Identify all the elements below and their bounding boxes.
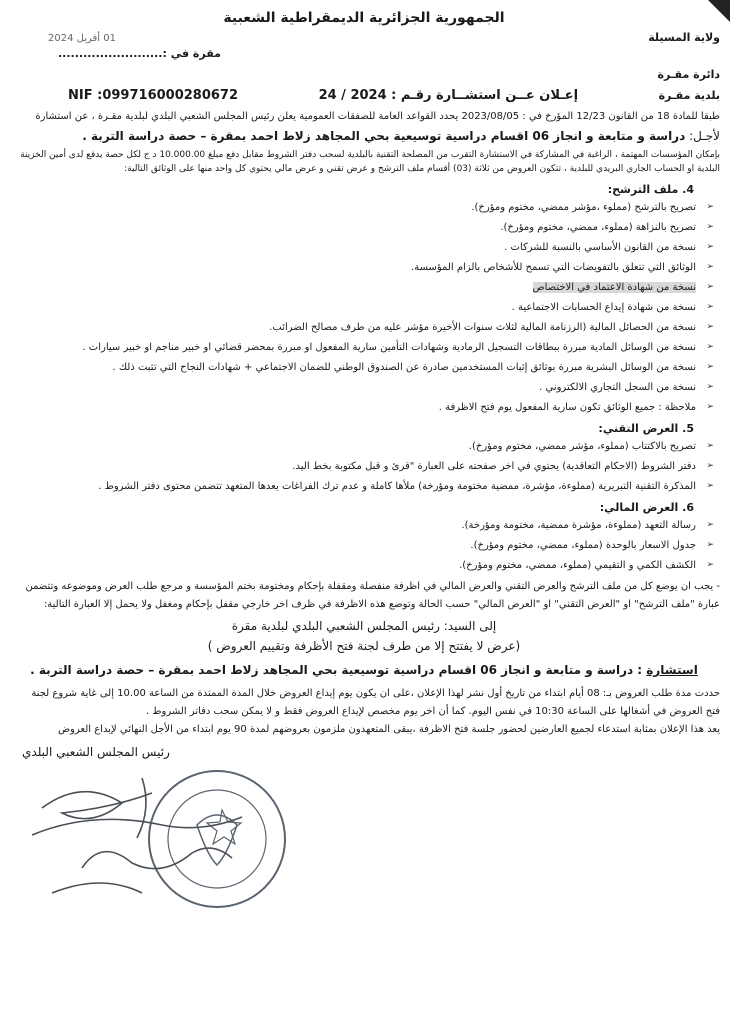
arrow-bullet-icon: ➢ xyxy=(706,282,714,292)
announcement xyxy=(319,88,578,103)
header-left-block xyxy=(8,31,221,61)
section4-list-item xyxy=(8,220,714,235)
announcement-number: 24 / 2024 xyxy=(318,88,387,103)
envelope-line-1: - يجب ان يوضع كل من ملف الترشح والعرض التقني والعرض المالي في اظرفة منفصلة ومقفلة بإحكام ومختومة بختم المؤسسة و مرجع طلب العرض وموضوعه وتتضمن xyxy=(25,581,720,592)
list-item-text: ملاحظة : جميع الوثائق تكون سارية المفعول يوم فتح الاظرفة . xyxy=(438,402,696,413)
arrow-bullet-icon: ➢ xyxy=(706,441,714,451)
handwritten-signature xyxy=(32,778,242,893)
envelope-address: إلى السيد: رئيس المجلس الشعبي البلدي لبلدية مقرة xyxy=(231,619,497,633)
for-label: لأجـل: xyxy=(689,129,720,143)
arrow-bullet-icon: ➢ xyxy=(706,262,714,272)
section4-list-item xyxy=(8,300,714,315)
list-item-text: نسخة من السجل التجاري الالكتروني . xyxy=(539,382,696,393)
arrow-bullet-icon: ➢ xyxy=(706,302,714,312)
arrow-bullet-icon: ➢ xyxy=(706,402,714,412)
consultation-subject: : دراسة و متابعة و انجاز 06 اقسام دراسية توسيعية بحي المجاهد زلاط احمد بمقرة – حصة دراسة التربة . xyxy=(30,663,643,677)
section6-list-item xyxy=(8,518,714,533)
intro-paragraph-2: البلدية او الحساب الجاري البريدي للبلدية ، تتكون العروض من ثلاثة (03) أقسام ملف الترشح و عرض تقني و عرض مالي يحتوي كل واحد منها على الوثائق التالية: xyxy=(124,164,720,174)
section4-list-item xyxy=(8,240,714,255)
stamp-and-signature xyxy=(22,763,322,913)
section4-list-item xyxy=(8,380,714,395)
section6-list-item xyxy=(8,558,714,573)
section6-list xyxy=(8,518,720,573)
signature-block xyxy=(8,743,720,913)
date-stamp: 01 أفريل 2024 xyxy=(48,33,116,44)
section4-list-item xyxy=(8,200,714,215)
list-item-text: تصريح بالترشح (مملوء ،مؤشر ممضي، مختوم ومؤرخ). xyxy=(471,202,696,213)
list-item-text: نسخة من الحصائل المالية (الرزنامة المالية لثلاث سنوات الأخيرة مؤشر عليه من طرف مصالح الضرائب. xyxy=(269,322,696,333)
daira: دائرة مقـرة xyxy=(657,68,720,81)
consultation-line xyxy=(8,660,720,680)
arrow-bullet-icon: ➢ xyxy=(706,202,714,212)
list-item-text: تصريح بالنزاهة (مملوء، ممضي، مختوم ومؤرخ). xyxy=(500,222,696,233)
consultation-label: استشارة xyxy=(646,663,698,677)
section5-list-item xyxy=(8,439,714,454)
arrow-bullet-icon: ➢ xyxy=(706,382,714,392)
header-row-1 xyxy=(8,30,720,61)
list-item-text: نسخة من الوسائل البشرية مبررة بوثائق إثبات المستخدمين صادرة عن الصندوق الوطني للضمان الاجتماعي + شهادات النجاح التي تثبت ذلك . xyxy=(112,362,696,373)
baladiya: بلدية مقـرة xyxy=(658,89,720,102)
envelope-line-2: عبارة "ملف الترشح" او "العرض التقني" او "العرض المالي" حسب الحالة وتوضع هذه الاظرفة في ظرف اخر خارجي مقفل بإحكام ومغفل ولا يحمل إلا العبارة التالية: xyxy=(43,599,720,610)
signatory-title: رئيس المجلس الشعبي البلدي xyxy=(22,745,170,759)
section4-list-item xyxy=(8,320,714,335)
list-item-text: نسخة من الوسائل المادية مبررة ببطاقات التسجيل الرمادية وشهادات التأمين سارية المفعول او مبررة بمحضر قضائي او خبير مناجم او خبير سيارات . xyxy=(82,342,696,353)
envelope-notice: (عرض لا يفتتح إلا من طرف لجنة فتح الأظرفة وتقييم العروض ) xyxy=(207,639,521,653)
arrow-bullet-icon: ➢ xyxy=(706,242,714,252)
arrow-bullet-icon: ➢ xyxy=(706,461,714,471)
intro-line: طبقا للمادة 18 من القانون 12/23 المؤرخ في : 2023/08/05 يحدد القواعد العامة للصفقات العمومية يعلن رئيس المجلس الشعبي البلدي لبلدية مقـرة ، عن استشارة xyxy=(35,111,720,122)
section4-heading: 4. ملف الترشح: xyxy=(607,183,694,196)
section5-list xyxy=(8,439,720,494)
section4-list-item xyxy=(8,280,714,295)
header-row-3 xyxy=(8,88,720,103)
arrow-bullet-icon: ➢ xyxy=(706,322,714,332)
section5-list-item xyxy=(8,479,714,494)
list-item-text: المذكرة التقنية التبريرية (مملوءة، مؤشرة، ممضية مختومة ومؤرخة) ملأها كاملة و عدم ترك الفراغات يعدها المتعهد تتضمن محتوى دفتر الشروط . xyxy=(98,481,696,492)
section4-list-item xyxy=(8,400,714,415)
list-item-text: جدول الاسعار بالوحدة (مملوء، ممضي، مختوم ومؤرخ). xyxy=(470,540,696,551)
intro-paragraph-1: بإمكان المؤسسات المهتمة ، الراغبة في المشاركة في الاستشارة التقرب من المصلحة التقنية بالبلدية لسحب دفتر الشروط مقابل دفع مبلغ 10.000.00 د ج لكل حصة يدفع لدى أمين الخزينة xyxy=(20,150,720,160)
section4-list-item xyxy=(8,360,714,375)
closing-line-1: حددت مدة طلب العروض بـ: 08 أيام ابتداء من تاريخ أول نشر لهذا الإعلان ،على ان يكون يوم إيداع العروض خلال المدة الممتدة من الساعة 10.00 إلى غاية شروع لجنة xyxy=(31,688,720,699)
arrow-bullet-icon: ➢ xyxy=(706,362,714,372)
list-item-text: دفتر الشروط (الاحكام التعاقدية) يحتوي في اخر صفحته على العبارة "قرئ و قبل مكتوبة بخط اليد. xyxy=(292,461,696,472)
wilaya: ولاية المسيلة xyxy=(648,31,720,44)
list-item-text: تصريح بالاكتتاب (مملوء، مؤشر ممضي، مختوم ومؤرخ). xyxy=(468,441,696,452)
list-item-text: رسالة التعهد (مملوءة، مؤشرة ممضية، مختومة ومؤرخة). xyxy=(461,520,696,531)
subject: دراسة و متابعة و انجاز 06 اقسام دراسية توسيعية بحي المجاهد زلاط احمد بمقرة – حصة دراسة التربة . xyxy=(82,129,686,143)
section6-heading: 6. العرض المالي: xyxy=(599,501,694,514)
closing-line-2: فتح العروض في أشغالها على الساعة 10:30 في نفس اليوم. كما أن اخر يوم مخصص لإيداع العروض فقط و لا يمكن سحب دفاتر الشروط . xyxy=(145,706,720,717)
official-stamp xyxy=(149,771,285,907)
republic-title: الجمهورية الجزائرية الديمقراطية الشعبية xyxy=(223,10,505,26)
section5-list-item xyxy=(8,459,714,474)
closing-line-3: يعد هذا الإعلان بمثابة استدعاء لجميع العارضين لحضور جلسة فتح الاظرفة ،يبقى المتعهدون ملزمون بعروضهم لمدة 90 يوم ابتداء من الأجل النهائي لإيداع العروض xyxy=(57,724,720,735)
subject-line xyxy=(8,127,720,145)
arrow-bullet-icon: ➢ xyxy=(706,520,714,530)
scan-corner xyxy=(708,0,730,22)
arrow-bullet-icon: ➢ xyxy=(706,560,714,570)
section4-list xyxy=(8,200,720,415)
arrow-bullet-icon: ➢ xyxy=(706,342,714,352)
list-item-text: نسخة من القانون الأساسي بالنسبة للشركات . xyxy=(504,242,696,253)
arrow-bullet-icon: ➢ xyxy=(706,222,714,232)
announcement-title: إعـلان عــن استشــارة رقـم : xyxy=(391,88,579,103)
nif-number: NIF :099716000280672 xyxy=(68,88,239,103)
list-item-text: الكشف الكمي و التقيمي (مملوء، ممضي، مختوم ومؤرخ). xyxy=(459,560,696,571)
arrow-bullet-icon: ➢ xyxy=(706,481,714,491)
arrow-bullet-icon: ➢ xyxy=(706,540,714,550)
section6-list-item xyxy=(8,538,714,553)
list-item-text: نسخة من شهادة إيداع الحسابات الاجتماعية . xyxy=(511,302,696,313)
list-item-text: نسخة من شهادة الاعتماد في الاختصاص xyxy=(532,282,696,293)
list-item-text: الوثائق التي تتعلق بالتفويضات التي تسمح للأشخاص بالزام المؤسسة. xyxy=(411,262,696,273)
place-date: مقرة في :......................... xyxy=(58,47,221,60)
section5-heading: 5. العرض التقني: xyxy=(598,422,694,435)
section4-list-item xyxy=(8,260,714,275)
section4-list-item xyxy=(8,340,714,355)
